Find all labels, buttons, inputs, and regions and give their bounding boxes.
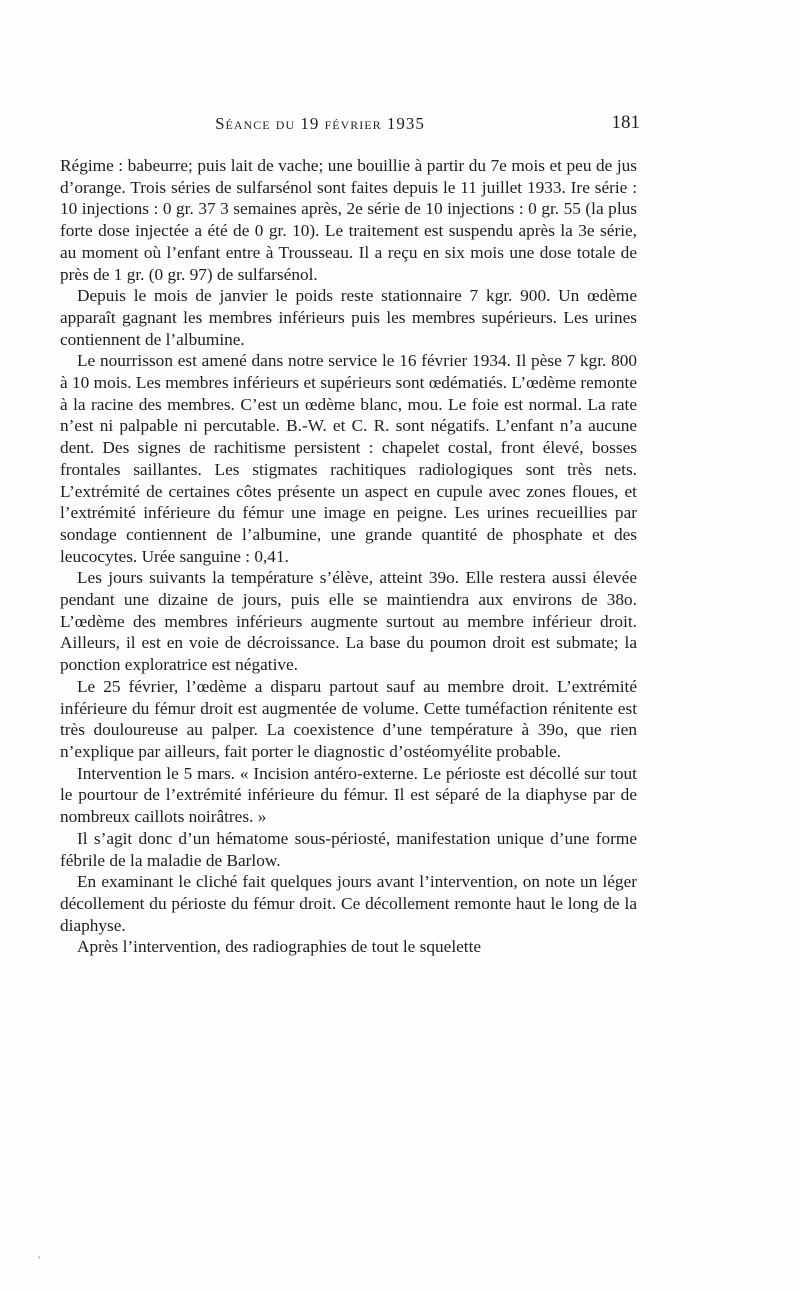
body-text — [60, 155, 637, 958]
running-head: Séance du 19 février 1935 — [215, 114, 425, 133]
page-number: 181 — [611, 112, 640, 133]
paragraph: Intervention le 5 mars. « Incision antéro-externe. Le périoste est décollé sur tout le pourtour de l’extrémité inférieure du fémur. Il est séparé de la diaphyse par de nombreux caillots noirâtres. » — [60, 763, 637, 827]
paragraph: Depuis le mois de janvier le poids reste stationnaire 7 kgr. 900. Un œdème apparaît gagnant les membres inférieurs puis les membres supérieurs. Les urines contiennent de l’albumine. — [60, 286, 637, 349]
paragraph: Le nourrisson est amené dans notre service le 16 février 1934. Il pèse 7 kgr. 800 à 10 mois. Les membres inférieurs et supérieurs sont œdématiés. L’œdème remonte à la racine des membres. C’est un œdème blanc, mou. Le foie est normal. La rate n’est ni palpable ni percutable. B.-W. et C. R. sont négatifs. L’enfant n’a aucune dent. Des signes de rachitisme persistent : chapelet costal, front élevé, bosses frontales saillantes. Les stigmates rachitiques radiologiques sont très nets. L’extrémité de certaines côtes présente un aspect en cupule avec zones floues, et l’extrémité inférieure du fémur une image en peigne. Les urines recueillies par sondage contiennent de l’albumine, une grande quantité de phosphate et des leucocytes. Urée sanguine : 0,41. — [60, 351, 637, 566]
page-header — [60, 110, 640, 140]
paragraph: Le 25 février, l’œdème a disparu partout sauf au membre droit. L’extrémité inférieure du fémur droit est augmentée de volume. Cette tuméfaction rénitente est très douloureuse au palper. La coexistence d’une température à 39o, que rien n’explique par ailleurs, fait porter le diagnostic d’ostéomyélite probable. — [60, 676, 637, 761]
paragraph: Régime : babeurre; puis lait de vache; une bouillie à partir du 7e mois et peu de jus d’orange. Trois séries de sulfarsénol sont faites depuis le 11 juillet 1933. Ire série : 10 injections : 0 gr. 37 3 semaines après, 2e série de 10 injections : 0 gr. 55 (la plus forte dose injectée a été de 0 gr. 10). Le traitement est suspendu après la 3e série, au moment où l’enfant entre à Trousseau. Il a reçu en six mois une dose totale de près de 1 gr. (0 gr. 97) de sulfarsénol. — [60, 156, 637, 284]
paragraph: Il s’agit donc d’un hématome sous-périosté, manifestation unique d’une forme fébrile de la maladie de Barlow. — [60, 828, 637, 870]
paragraph: En examinant le cliché fait quelques jours avant l’intervention, on note un léger décollement du périoste du fémur droit. Ce décollement remonte haut le long de la diaphyse. — [60, 872, 637, 935]
scan-speck — [38, 1256, 40, 1259]
paragraph: Après l’intervention, des radiographies de tout le squelette — [77, 937, 482, 957]
paragraph: Les jours suivants la température s’élève, atteint 39o. Elle restera aussi élevée pendant une dizaine de jours, puis elle se maintiendra aux environs de 38o. L’œdème des membres inférieurs augmente surtout au membre inférieur droit. Ailleurs, il est en voie de décroissance. La base du poumon droit est submate; la ponction exploratrice est négative. — [60, 568, 637, 675]
